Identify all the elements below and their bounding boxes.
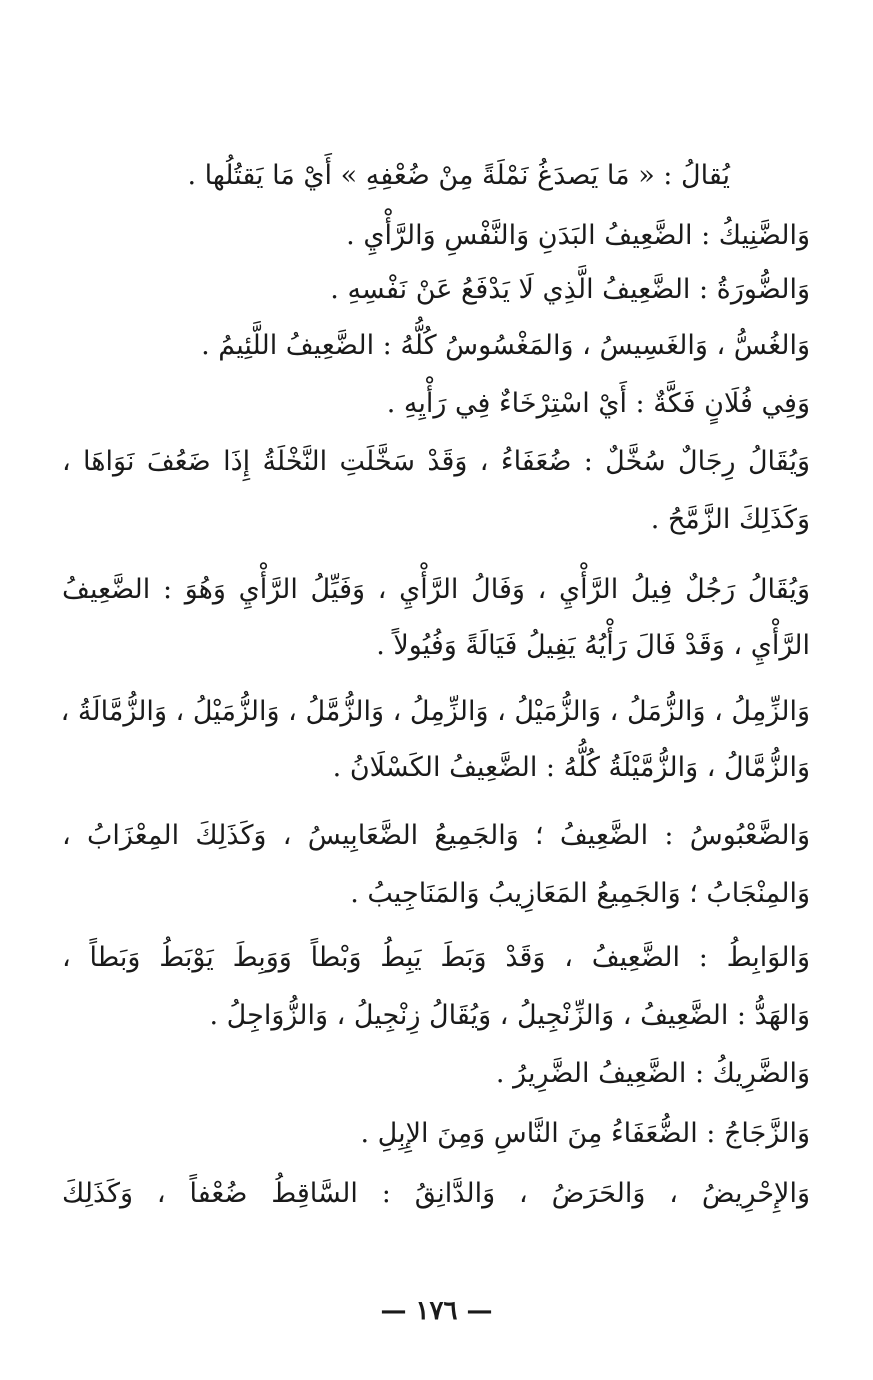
text-line: وَالزِّمِلُ ، وَالزُّمَلُ ، وَالزُّمَيْلُ ، وَالزِّمِلُ ، وَالزُّمَّلُ ، وَالزُّمَيْلُ ، وَالزُّمَّالَةُ ، bbox=[60, 696, 810, 727]
text-line: وَكَذَلِكَ الزَّمَّحُ . bbox=[650, 504, 810, 535]
text-line: وَيُقَالُ رِجَالٌ سُخَّلٌ : ضُعَفَاءُ ، وَقَدْ سَخَّلَتِ النَّخْلَةُ إِذَا ضَعُفَ نَوَاهَا ، bbox=[62, 446, 810, 477]
text-line: وَالغُسُّ ، وَالغَسِيسُ ، وَالمَغْسُوسُ كُلُّهُ : الضَّعِيفُ اللَّئِيمُ . bbox=[201, 330, 810, 361]
text-line: وَالضَّرِيكُ : الضَّعِيفُ الضَّرِيرُ . bbox=[495, 1058, 810, 1089]
text-line: وَفِي فُلَانٍ فَكَّةٌ : أَيْ اسْتِرْخَاءٌ فِي رَأْيِهِ . bbox=[386, 388, 810, 419]
text-line: وَالزُّمَّالُ ، وَالزُّمَّيْلَةُ كُلُّهُ : الضَّعِيفُ الكَسْلَانُ . bbox=[332, 752, 810, 783]
text-line: وَالوَابِطُ : الضَّعِيفُ ، وَقَدْ وَبَطَ يَبِطُ وَبْطاً وَوَبِطَ يَوْبَطُ وَبَطاً ، bbox=[62, 942, 810, 973]
page-number: — ١٧٦ — bbox=[380, 1296, 493, 1326]
text-line: وَالضُّورَةُ : الضَّعِيفُ الَّذِي لَا يَدْفَعُ عَنْ نَفْسِهِ . bbox=[330, 274, 810, 305]
text-line: وَالهَدُّ : الضَّعِيفُ ، وَالزِّنْجِيلُ ، وَيُقَالُ زِنْجِيلُ ، وَالزُّوَاجِلُ . bbox=[209, 1000, 810, 1031]
text-line: الرَّأْيِ ، وَقَدْ فَالَ رَأْيُهُ يَفِيلُ فَيَالَةً وَفُيُولاً . bbox=[376, 630, 810, 661]
text-line: يُقالُ : « مَا يَصدَغُ نَمْلَةً مِنْ ضُعْفِهِ » أَيْ مَا يَقتُلُها . bbox=[187, 160, 730, 191]
text-line: وَالضَّنِيكُ : الضَّعِيفُ البَدَنِ وَالنَّفْسِ وَالرَّأْيِ . bbox=[346, 220, 810, 251]
text-line: وَالمِنْجَابُ ؛ وَالجَمِيعُ المَعَازِيبُ وَالمَنَاجِيبُ . bbox=[350, 878, 810, 909]
text-line: وَالإِحْرِيضُ ، وَالحَرَضُ ، وَالدَّانِقُ : السَّاقِطُ ضُعْفاً ، وَكَذَلِكَ bbox=[62, 1178, 810, 1209]
text-line: وَالزَّجَاجُ : الضُّعَفَاءُ مِنَ النَّاسِ وَمِنَ الإِبِلِ . bbox=[360, 1118, 810, 1149]
text-line: وَيُقَالُ رَجُلٌ فِيلُ الرَّأْيِ ، وَفَالُ الرَّأْيِ ، وَفَيِّلُ الرَّأْيِ وَهُوَ : الضَّعِيفُ bbox=[62, 574, 810, 605]
text-line: وَالضَّعْبُوسُ : الضَّعِيفُ ؛ وَالجَمِيعُ الضَّعَابِيسُ ، وَكَذَلِكَ المِعْزَابُ ، bbox=[62, 820, 810, 851]
